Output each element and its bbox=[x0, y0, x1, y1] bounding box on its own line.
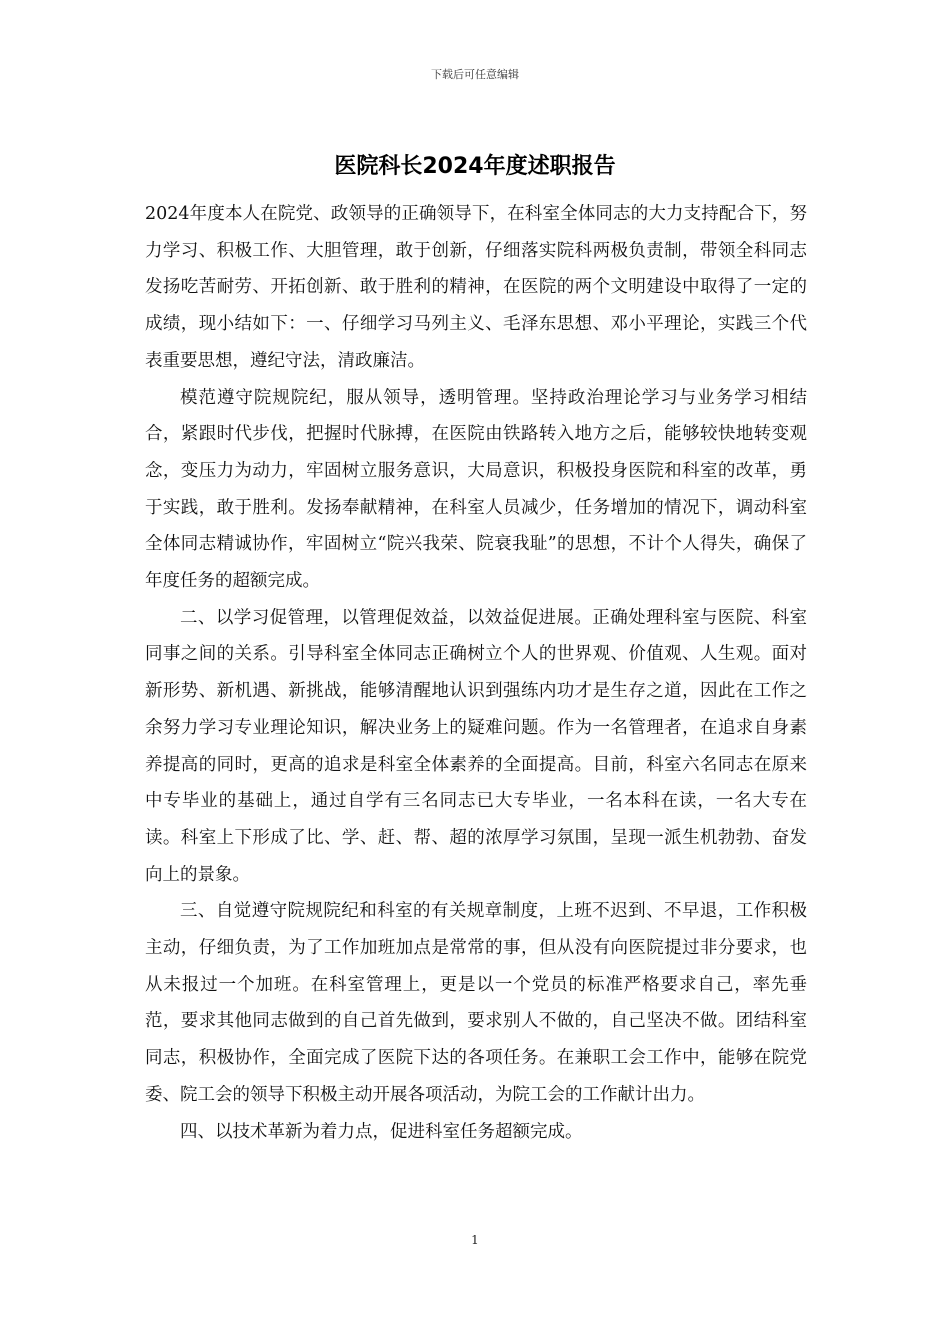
document-body bbox=[145, 196, 807, 1150]
header-note: 下载后可任意编辑 bbox=[431, 68, 519, 81]
paragraph-section-four: 四、以技术革新为着力点，促进科室任务超额完成。 bbox=[180, 1121, 583, 1142]
paragraph-intro: 2024年度本人在院党、政领导的正确领导下，在科室全体同志的大力支持配合下，努力学习、积极工作、大胆管理，敢于创新，仔细落实院科两极负责制，带领全科同志发扬吃苦耐劳、开拓创新、敢于胜利的精神，在医院的两个文明建设中取得了一定的成绩，现小结如下：一、仔细学习马列主义、毛泽东思想、邓小平理论，实践三个代表重要思想，遵纪守法，清政廉洁。 bbox=[145, 204, 807, 371]
paragraph-discipline: 模范遵守院规院纪，服从领导，透明管理。坚持政治理论学习与业务学习相结合，紧跟时代步伐，把握时代脉搏，在医院由铁路转入地方之后，能够较快地转变观念，变压力为动力，牢固树立服务意识，大局意识，积极投身医院和科室的改革，勇于实践，敢于胜利。发扬奉献精神，在科室人员减少，任务增加的情况下，调动科室全体同志精诚协作，牢固树立“院兴我荣、院衰我耻”的思想，不计个人得失，确保了年度任务的超额完成。 bbox=[145, 387, 807, 592]
page-number: 1 bbox=[471, 1233, 479, 1247]
document-title: 医院科长2024年度述职报告 bbox=[334, 154, 616, 179]
paragraph-section-three: 三、自觉遵守院规院纪和科室的有关规章制度，上班不迟到、不早退，工作积极主动，仔细负责，为了工作加班加点是常常的事，但从没有向医院提过非分要求，也从未报过一个加班。在科室管理上，更是以一个党员的标准严格要求自己，率先垂范，要求其他同志做到的自己首先做到，要求别人不做的，自己坚决不做。团结科室同志，积极协作，全面完成了医院下达的各项任务。在兼职工会工作中，能够在院党委、院工会的领导下积极主动开展各项活动，为院工会的工作献计出力。 bbox=[145, 901, 807, 1105]
paragraph-section-two: 二、以学习促管理，以管理促效益，以效益促进展。正确处理科室与医院、科室同事之间的关系。引导科室全体同志正确树立个人的世界观、价值观、人生观。面对新形势、新机遇、新挑战，能够清醒地认识到强练内功才是生存之道，因此在工作之余努力学习专业理论知识，解决业务上的疑难问题。作为一名管理者，在追求自身素养提高的同时，更高的追求是科室全体素养的全面提高。目前，科室六名同志在原来中专毕业的基础上，通过自学有三名同志已大专毕业，一名本科在读，一名大专在读。科室上下形成了比、学、赶、帮、超的浓厚学习氛围，呈现一派生机勃勃、奋发向上的景象。 bbox=[145, 607, 807, 885]
